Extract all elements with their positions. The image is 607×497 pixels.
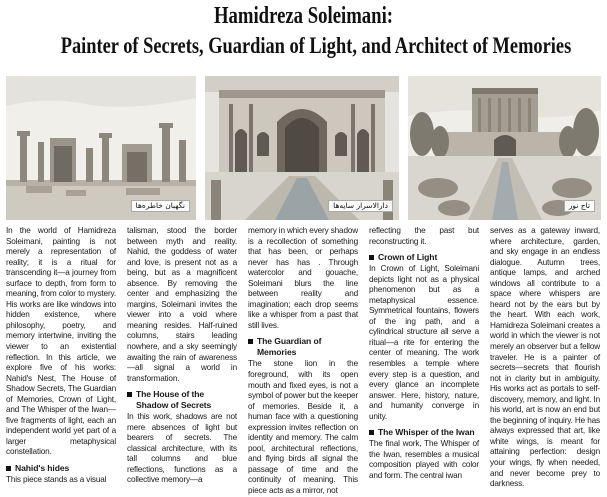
subheading-text: The Whisper of the Iwan — [378, 427, 475, 438]
article-column-2 — [127, 226, 237, 485]
article-column-5 — [490, 226, 600, 489]
subheading-text: The Guardian of Memories — [257, 336, 322, 358]
article-column-4 — [369, 226, 479, 480]
paragraph: talisman, stood the border between myth and reality. Nahid, the goddess of water and love, is present not as a being, but as a magnificent absence. By removing the center and emphasizing the margins, Soleimani invites the viewer into a void where meaning resides. Half-ruined columns, stairs leading nowhere, and a sky seemingly awaiting the rain of awareness—all signal a world in transformation. — [127, 226, 237, 383]
subheading-crown-of-light — [369, 252, 479, 263]
subheading-text: Nahid's hides — [15, 463, 70, 474]
paragraph: The stone lion in the foreground, with its open mouth and fixed eyes, is not a symbol of power but the keeper of memories. Beside it, a human face with a questioning expression invites reflection on identity and memory. The calm pool, architectural reflections, and flying birds all signal the passage of time and the continuity of meaning. This piece acts as a mirror, not — [248, 359, 358, 496]
article-body — [6, 226, 603, 496]
paragraph: serves as a gateway inward, where architecture, garden, and sky engage in an endless dialogue. Autumn trees, antique lamps, and arched windows all contribute to a space where whispers are heard not by the ears but by the heart. With each work, Hamidreza Soleimani creates a world in which the viewer is not merely an observer but a fellow traveler. He is a painter of secrets—secrets that flourish not in clarity but in ambiguity. His works act as portals to self-discovery, memory, and light. In his world, art is now an end but the beginning of inquiry. He has always expressed that art, like white wings, is meant for attaining perfection: design your wings, fly when needed, and never become prey to darkness. — [490, 226, 600, 489]
paragraph: In this work, shadows are not mere absences of light but bearers of secrets. The classical architecture, with its tall columns and blue reflections, functions as a collective memory—a — [127, 412, 237, 485]
subheading-house-of-shadow — [127, 389, 237, 411]
paragraph: This piece stands as a visual — [6, 475, 107, 485]
article-title-line1: Hamidreza Soleimani: — [213, 3, 394, 29]
subheading-whisper-of-iwan — [369, 427, 479, 438]
palace-courtyard-illustration — [205, 76, 399, 220]
tower-garden-illustration — [408, 76, 601, 220]
subheading-guardian-of-memories — [248, 336, 358, 358]
image-panel-palace — [205, 76, 399, 220]
subheading-nahids-hides — [6, 463, 116, 474]
bullet-square-icon — [127, 392, 132, 397]
image-caption: دارالاسرار سایه‌ها — [328, 200, 393, 212]
paragraph: memory in which every shadow is a recollection of something that has been, or perhaps never has has . Through watercolor and gouache, Soleimani blurs the line between reality and imagination; each drop seems like a whisper from a past that still lives. — [248, 226, 359, 330]
image-caption: نگهبان خاطره‌ها — [131, 200, 190, 212]
article-column-1 — [6, 226, 116, 485]
bullet-square-icon — [6, 466, 11, 471]
paragraph: The final work, The Whisper of the Iwan, resembles a musical composition played with color and form. The central iwan — [369, 439, 479, 480]
bullet-square-icon — [369, 430, 374, 435]
paragraph: In the world of Hamidreza Soleimani, painting is not merely a representation of reality; it is a ritual for transcending it—a journey from surface to depth, from form to meaning, from color to mystery. His works are like windows into hidden existence, where philosophy, poetry, and memory intertwine, inviting the viewer to an existential reflection. In this article, we explore five of his works: Nahid's Nest, The House of Shadow Secrets, The Guardian of Memories, Crown of Light, and The Whisper of the Iwan—five fragments of light, each an independent world yet part of a larger metaphysical constellation. — [6, 226, 116, 457]
bullet-square-icon — [369, 255, 374, 260]
article-title-line2: Painter of Secrets, Guardian of Light, and Architect of Memories — [60, 33, 572, 58]
image-caption: تاج نور — [564, 200, 595, 212]
subheading-text: Crown of Light — [378, 252, 438, 263]
image-panel-tower — [408, 76, 601, 220]
ruins-illustration — [6, 76, 196, 220]
image-panel-ruins — [6, 76, 196, 220]
paragraph: reflecting the past but reconstructing it. — [369, 226, 479, 246]
paragraph: In Crown of Light, Soleimani depicts light not as a physical phenomenon but as a metaphysical essence. Symmetrical fountains, flowers of the ing path, and a cylindrical structure all serve a ritual—a rite for entering the center of meaning. The work resembles a temple where every step is a question, and every glance an incomplete answer. Here, history, nature, and humanity converge in unity. — [369, 264, 479, 421]
subheading-text: The House of the Shadow of Secrets — [136, 389, 212, 411]
article-column-3 — [248, 226, 359, 496]
bullet-square-icon — [248, 339, 253, 344]
